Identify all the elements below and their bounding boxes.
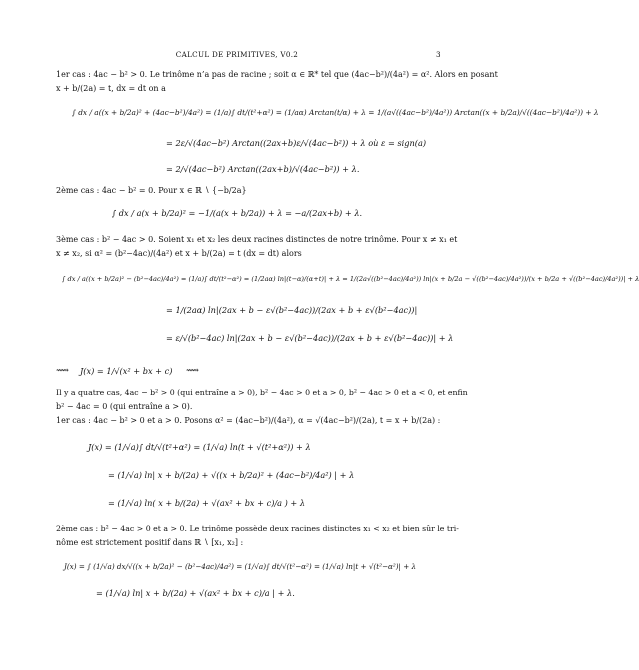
page-number: 3 xyxy=(436,50,441,59)
running-header-title: CALCUL DE PRIMITIVES, V0.2 xyxy=(175,50,299,59)
paragraph-case1-intro: 1er cas : 4ac − b² > 0. Le trinôme n’a pas de racine ; soit α ∈ ℝ* tel que (4ac−b²)/(4a²) = α². Alors en posant xyxy=(56,70,498,79)
equation-J-case1-step3: = (1/√a) ln( x + b/(2a) + √(ax² + bx + c)/a ) + λ xyxy=(108,498,306,508)
paragraph-four-cases: Il y a quatre cas, 4ac − b² > 0 (qui entraîne a > 0), b² − 4ac > 0 et a > 0, b² − 4ac > 0 et a < 0, et enfin xyxy=(56,388,468,397)
paragraph-case1-substitution: x + b/(2a) = t, dx = dt on a xyxy=(56,84,166,93)
equation-case3-step2: = 1/(2aα) ln|(2ax + b − ε√(b²−4ac))/(2ax + b + ε√(b²−4ac))| xyxy=(166,305,418,315)
paragraph-J-case2-intro: 2ème cas : b² − 4ac > 0 et a > 0. Le trinôme possède deux racines distinctes x₁ < x₂ et bien sûr le tri- xyxy=(56,524,459,533)
equation-case1-step3: = 2/√(4ac−b²) Arctan((2ax+b)/√(4ac−b²)) + λ. xyxy=(166,164,360,174)
equation-case3-step3: = ε/√(b²−4ac) ln|(2ax + b − ε√(b²−4ac))/(2ax + b + ε√(b²−4ac))| + λ xyxy=(166,333,454,343)
equation-case3-integral: ∫ dx / a((x + b/2a)² − (b²−4ac)/4a²) = (1/a)∫ dt/(t²−α²) = (1/2aα) ln|(t−α)/(α+t)| + λ = 1/(2a√((b²−4ac)/4a²)) ln|(x + b/2a − √((b²−4ac)/4a²))/(x + b/2a + √((b²−4ac)/4a²))| + λ xyxy=(62,275,639,283)
equation-J-case1-step2: = (1/√a) ln| x + b/(2a) + √((x + b/2a)² + (4ac−b²)/4a²) | + λ xyxy=(108,470,355,480)
paragraph-J-case2-cont: nôme est strictement positif dans ℝ ∖ [x₁, x₂] : xyxy=(56,538,244,547)
paragraph-case3-intro: 3ème cas : b² − 4ac > 0. Soient x₁ et x₂ les deux racines distinctes de notre trinôme. Pour x ≠ x₁ et xyxy=(56,235,458,244)
paragraph-case3-substitution: x ≠ x₂, si α² = (b²−4ac)/(4a²) et x + b/(2a) = t (dx = dt) alors xyxy=(56,249,302,258)
equation-J-case1-step1: J(x) = (1/√a)∫ dt/√(t²+α²) = (1/√a) ln(t + √(t²+α²)) + λ xyxy=(88,442,311,452)
equation-case1-integral: ∫ dx / a((x + b/2a)² + (4ac−b²)/4a²) = (1/a)∫ dt/(t²+α²) = (1/aα) Arctan(t/α) + λ = 1/(a√((4ac−b²)/4a²)) Arctan((x + b/2a)/√((4ac−b²)/4a²)) + λ xyxy=(72,108,599,117)
section-heading-J: J(x) = 1/√(x² + bx + c) xyxy=(80,366,173,376)
equation-J-case2-step1: J(x) = ∫ (1/√a) dx/√((x + b/2a)² − (b²−4ac)/4a²) = (1/√a)∫ dt/√(t²−α²) = (1/√a) ln|t + √(t²−α²)| + λ xyxy=(64,562,417,571)
paragraph-four-cases-cont: b² − 4ac = 0 (qui entraîne a > 0). xyxy=(56,402,193,411)
equation-case2: ∫ dx / a(x + b/2a)² = −1/(a(x + b/2a)) + λ = −a/(2ax+b) + λ. xyxy=(111,208,363,218)
equation-J-case2-step2: = (1/√a) ln| x + b/(2a) + √(ax² + bx + c)/a | + λ. xyxy=(96,588,295,598)
section-ornament-right: ⟿ xyxy=(186,366,199,376)
section-ornament-left: ⟿ xyxy=(56,366,69,376)
paragraph-J-case1-intro: 1er cas : 4ac − b² > 0 et a > 0. Posons α² = (4ac−b²)/(4a²), α = √(4ac−b²)/(2a), t = x + b/(2a) : xyxy=(56,416,441,425)
paragraph-case2-intro: 2ème cas : 4ac − b² = 0. Pour x ∈ ℝ ∖ {−b/2a} xyxy=(56,186,247,195)
equation-case1-step2: = 2ε/√(4ac−b²) Arctan((2ax+b)ε/√(4ac−b²)) + λ où ε = sign(a) xyxy=(166,138,427,148)
